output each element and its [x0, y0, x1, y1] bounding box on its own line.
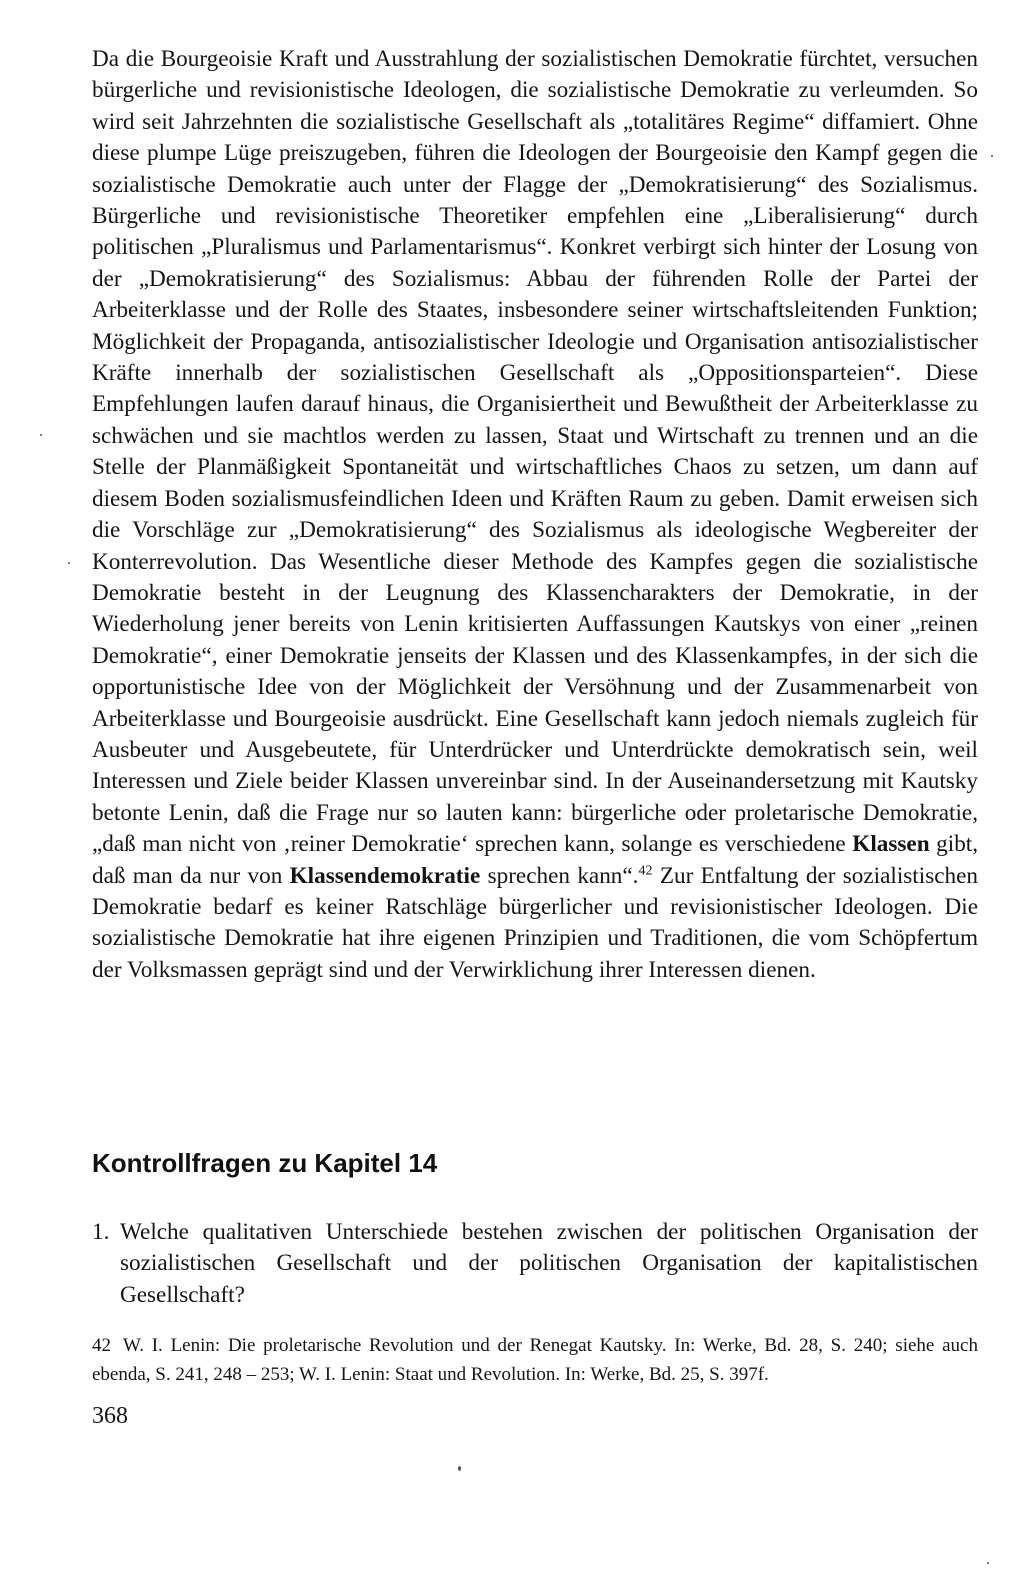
footnote-reference-marker: 42 — [638, 862, 653, 878]
bold-term-klassen: Klassen — [852, 831, 930, 858]
section-heading: Kontrollfragen zu Kapitel 14 — [92, 1148, 438, 1178]
footnote-number: 42 — [92, 1335, 111, 1356]
scan-speck — [68, 562, 70, 564]
page-number: 368 — [92, 1403, 128, 1429]
footnote — [92, 1331, 978, 1389]
body-text-part-4: Zur Entfaltung der sozialistischen Demokratie bedarf es keiner Ratschläge bürgerlicher und revisionistischer Ideologen. Die sozialistische Demokratie hat ihre eigenen Prinzipien und Traditionen, die vom Schöpfertum der Volksmassen geprägt sind und der Verwirklichung ihrer Interessen dienen. — [92, 862, 978, 983]
scan-speck — [458, 1466, 461, 1471]
footnote-text: W. I. Lenin: Die proletarische Revolution und der Renegat Kautsky. In: Werke, Bd. 28, S. 240; siehe auch ebenda, S. 241, 248 – 253; W. I. Lenin: Staat und Revolution. In: Werke, Bd. 25, S. 397f. — [92, 1335, 978, 1385]
scan-speck — [991, 155, 993, 157]
question-text: Welche qualitativen Unterschiede bestehen zwischen der politischen Organisation der sozialistischen Gesellschaft und der politischen Organisation der kapitalistischen Gesellschaft? — [120, 1219, 978, 1308]
bold-term-klassendemokratie: Klassendemokratie — [289, 862, 481, 889]
body-text-part-3: sprechen kann“. — [487, 862, 639, 889]
scan-speck — [40, 434, 42, 436]
scan-speck — [987, 1562, 989, 1564]
body-paragraph — [92, 44, 978, 986]
body-text-part-1: Da die Bourgeoisie Kraft und Ausstrahlung der sozialistischen Demokratie fürchtet, versuchen bürgerliche und revisionistische Ideologen, die sozialistische Demokratie zu verleumden. So wird seit Jahrzehnten die sozialistische Gesellschaft als „totalitäres Regime“ diffamiert. Ohne diese plumpe Lüge preiszugeben, führen die Ideologen der Bourgeoisie den Kampf gegen die sozialistische Demokratie auch unter der Flagge der „Demokratisierung“ des Sozialismus. Bürgerliche und revisionistische Theoretiker empfehlen eine „Liberalisierung“ durch politischen „Pluralismus und Parlamentarismus“. Konkret verbirgt sich hinter der Losung von der „Demokratisierung“ des Sozialismus: Abbau der führenden Rolle der Partei der Arbeiterklasse und der Rolle des Staates, insbesondere seiner wirtschaftsleitenden Funktion; Möglichkeit der Propaganda, antisozialistischer Ideologie und Organisation antisozialistischer Kräfte innerhalb der sozialistischen Gesellschaft als „Oppositionsparteien“. Diese Empfehlungen laufen darauf hinaus, die Organisiertheit und Bewußtheit der Arbeiterklasse zu schwächen und sie machtlos werden zu lassen, Staat und Wirtschaft zu trennen und an die Stelle der Planmäßigkeit Spontaneität und wirtschaftliches Chaos zu setzen, um dann auf diesem Boden sozialismusfeindlichen Ideen und Kräften Raum zu geben. Damit erweisen sich die Vorschläge zur „Demokratisierung“ des Sozialismus als ideologische Wegbereiter der Konterrevolution. Das Wesentliche dieser Methode des Kampfes gegen die sozialistische Demokratie besteht in der Leugnung des Klassencharakters der Demokratie, in der Wiederholung jener bereits von Lenin kritisierten Auffassungen Kautskys von einer „reinen Demokratie“, einer Demokratie jenseits der Klassen und des Klassenkampfes, in der sich die opportunistische Idee von der Möglichkeit der Versöhnung und der Zusammenarbeit von Arbeiterklasse und Bourgeoisie ausdrückt. Eine Gesellschaft kann jedoch niemals zugleich für Ausbeuter und Ausgebeutete, für Unterdrücker und Unterdrückte demokratisch sein, weil Interessen und Ziele beider Klassen unvereinbar sind. In der Auseinandersetzung mit Kautsky betonte Lenin, daß die Frage nur so lauten kann: bürgerliche oder proletarische Demokratie, „daß man nicht von ‚reiner Demokratie‘ sprechen kann, solange es verschiedene — [92, 46, 978, 858]
body-text-part-2: gibt, daß man da nur von — [92, 831, 979, 889]
question-number: 1. — [92, 1219, 110, 1245]
question-item — [92, 1217, 978, 1311]
